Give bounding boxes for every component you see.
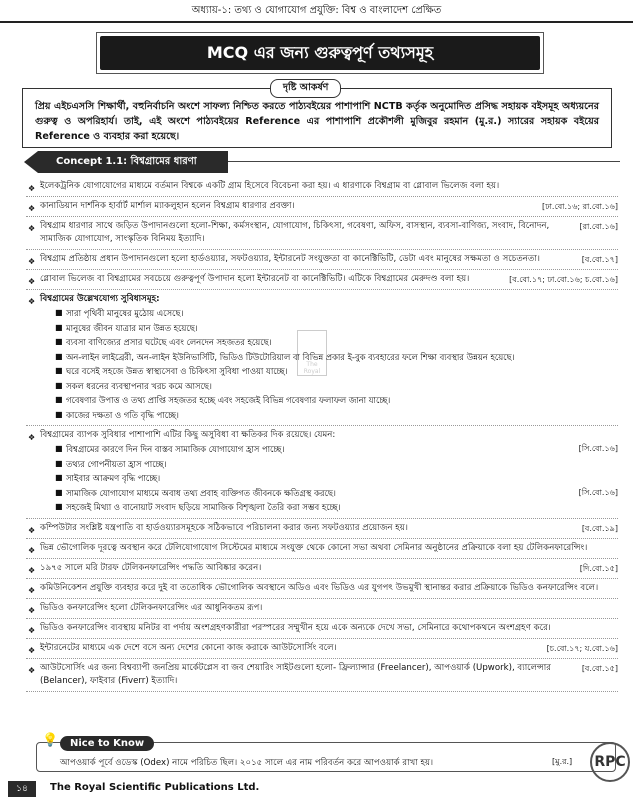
bullet-icon: ■ — [55, 473, 63, 482]
bullet-icon: ❖ — [28, 665, 36, 675]
drawbacks-block — [26, 426, 618, 519]
list-item: ❖ [ব.বো.১৫] আউটসোর্সিং এর জন্য বিশ্বব্যাপী জনপ্রিয় মার্কেটপ্লেস বা জব শেয়ারিং সাইটগুলো হলো- ফ্রিল্যান্সার (Freelancer), আপওয়ার্ক (Upwork), ব্যালেন্সার (Belancer), ফাইবার (Fiverr) ইত্যাদি। — [26, 659, 618, 692]
nice-to-know-source: [মু.র.] — [552, 757, 573, 766]
bullet-icon: ❖ — [28, 224, 36, 233]
list-item: ❖ কমিউনিকেশন প্রযুক্তি ব্যবহার করে দুই বা ততোধিক ভৌগোলিক অবস্থানে অডিও এবং ভিডিও এর যুগপৎ উভমুখী স্থানান্তর করার প্রক্রিয়াকে ভিডিও কনফারেন্সিং বলে। — [26, 579, 618, 599]
bullet-icon: ■ — [55, 487, 63, 497]
bullet-icon: ❖ — [28, 433, 36, 442]
lightbulb-icon: 💡 — [42, 733, 59, 748]
notice-tag: দৃষ্টি আকর্ষণ — [270, 79, 341, 98]
concept-heading: Concept 1.1: বিশ্বগ্রামের ধারণা — [38, 151, 228, 173]
benefit-point: ■ মানুষের জীবন যাত্রার মান উন্নত হয়েছে। — [55, 322, 198, 333]
benefit-point: ■ কাজের দক্ষতা ও গতি বৃদ্ধি পাচ্ছে। — [55, 409, 179, 420]
drawback-point: ■ সহজেই মিথ্যা ও বানোয়াট সংবাদ ছড়িয়ে সামাজিক বিশৃঙ্খলা তৈরি করা সম্ভব হচ্ছে। — [55, 502, 341, 512]
list-item: ❖ [দি.বো.১৫] ১৯৭৫ সালে মরি টারফ টেলিকনফারেন্সিং পদ্ধতি আবিষ্কার করেন। — [26, 559, 618, 579]
bullet-icon: ❖ — [28, 277, 36, 286]
bullet-icon: ■ — [55, 308, 63, 317]
benefit-point: ■ গবেষণার উপাত্ত ও তথ্য প্রাপ্তি সহজতর হচ্ছে এবং সহজেই বিভিন্ন গবেষণার ফলাফল জানা যাচ্ছে। — [55, 395, 391, 405]
list-item: ❖ ভিডিও কনফারেন্সিং ব্যবস্থায় মনিটর বা পর্দায় অংশগ্রহণকারীরা পরস্পরের সম্মুখীন হয়ে একে অন্যকে দেখে সভা, সেমিনারে কথোপকথনে অংশগ্রহণ করে। — [26, 619, 618, 639]
list-item: ❖ [ব.বো.১৭] বিশ্বগ্রাম প্রতিষ্ঠায় প্রধান উপাদানগুলো হলো হার্ডওয়্যার, সফটওয়্যার, ইন্টারনেট সংযুক্ততা বা কানেক্টিভিটি, ডেটা এবং মানুষের সক্ষমতা ও সচেতনতা। — [26, 250, 618, 270]
publisher-name: The Royal Scientific Publications Ltd. — [50, 782, 260, 793]
benefits-block — [26, 290, 618, 426]
bullet-icon: ❖ — [28, 297, 36, 306]
bullet-icon: ❖ — [28, 605, 36, 615]
concept-divider — [228, 161, 620, 162]
bullet-icon: ❖ — [28, 545, 36, 555]
bullet-icon: ❖ — [28, 645, 36, 655]
bullet-icon: ■ — [55, 409, 63, 419]
list-item: ❖ [রা.বো.১৬] বিশ্বগ্রাম ধারণার সাথে জড়িত উপাদানগুলো হলো-শিক্ষা, কর্মসংস্থান, যোগাযোগ, চিকিৎসা, গবেষণা, অফিস, বাসস্থান, ব্যবসা-বাণিজ্য, সংবাদ, বিনোদন, সামাজিক যোগাযোগ, সাংস্কৃতিক বিনিময় ইত্যাদি। — [26, 217, 618, 250]
bullet-icon: ■ — [55, 380, 63, 390]
running-header: অধ্যায়-১: তথ্য ও যোগাযোগ প্রযুক্তি: বিশ্ব ও বাংলাদেশ প্রেক্ষিত — [191, 5, 442, 16]
notice-text: প্রিয় এইচএসসি শিক্ষার্থী, বহুনির্বাচনি অংশে সাফল্য নিশ্চিত করতে পাঠ্যবইয়ের পাশাপাশি NCTB কর্তৃক অনুমোদিত প্রসিদ্ধ সহায়ক বইসমূহ অধ্যয়নের গুরুত্ব ও অপরিহার্য। তাই, এই অংশে পাঠ্যবইয়ের Reference এর পাশাপাশি প্রকৌশলী মুজিবুর রহমান (মু.র.) স্যারের সহায়ক বইয়ের Reference ও ব্যবহার করা হয়েছে। — [35, 101, 599, 142]
bullet-icon: ■ — [55, 395, 63, 404]
bullet-icon: ❖ — [28, 565, 36, 575]
bullet-icon: ■ — [55, 337, 63, 346]
list-item: ❖ ইলেকট্রনিক যোগাযোগের মাধ্যমে বর্তমান বিশ্বকে একটি গ্রাম হিসেবে বিবেচনা করা হয়। এ ধারণাকে বিশ্বগ্রাম বা গ্লোবাল ভিলেজ বলা হয়। — [26, 177, 618, 197]
drawback-point: ■ [সি.বো.১৬] বিশ্বগ্রামের কারণে দিন দিন বাস্তব সামাজিক যোগাযোগ হ্রাস পাচ্ছে। — [55, 444, 618, 454]
list-item: ❖ ভিন্ন ভৌগোলিক দূরত্বে অবস্থান করে টেলিযোগাযোগ সিস্টেমের মাধ্যমে সংযুক্ত থেকে কোনো সভা অথবা সেমিনার অনুষ্ঠানের প্রক্রিয়াকে বলা হয় টেলিকনফারেন্সিং। — [26, 539, 618, 559]
bullet-icon: ■ — [55, 366, 63, 375]
drawback-point: ■ তথ্যর গোপনীয়তা হ্রাস পাচ্ছে। — [55, 458, 167, 469]
header-divider — [0, 21, 633, 23]
list-item: ❖ ভিডিও কনফারেন্সিং হলো টেলিকনফারেন্সিং এর আধুনিকতম রূপ। — [26, 599, 618, 619]
bullet-icon: ■ — [55, 351, 63, 361]
drawbacks-title: বিশ্বগ্রামের ব্যাপক সুবিধার পাশাপাশি এটির কিছু অসুবিধা বা ক্ষতিকর দিক রয়েছে। যেমন: — [40, 430, 336, 440]
nice-to-know-tag: Nice to Know — [60, 736, 154, 751]
benefit-point: ■ সারা পৃথিবী মানুষের মুঠোয় এসেছে। — [55, 308, 184, 318]
bullet-icon: ❖ — [28, 257, 36, 266]
bullet-icon: ■ — [55, 322, 63, 332]
benefits-title: বিশ্বগ্রামের উল্লেখযোগ্য সুবিধাসমূহ: — [40, 294, 160, 304]
benefit-point: ■ সকল ধরনের ব্যবস্থাপনার খরচ কমে আসছে। — [55, 380, 212, 391]
nice-to-know-text: আপওয়ার্ক পূর্বে ওডেস্ক (Odex) নামে পরিচিত ছিল। ২০১৫ সালে এর নাম পরিবর্তন করে আপওয়ার্ক রাখা হয়। — [60, 758, 434, 768]
publisher-logo: RPC — [590, 742, 630, 782]
watermark: The Royal — [297, 330, 327, 376]
section-banner: MCQ এর জন্য গুরুত্বপূর্ণ তথ্যসমূহ — [100, 36, 540, 70]
drawback-point: ■ সাইবার আক্রমণ বৃদ্ধি পাচ্ছে। — [55, 473, 161, 483]
list-item: ❖ [ব.বো.১৯] কম্পিউটার সংশ্লিষ্ট যন্ত্রপাতি বা হার্ডওয়্যারসমূহকে সঠিকভাবে পরিচালনা করার জন্য সফটওয়্যার প্রয়োজন হয়। — [26, 519, 618, 539]
list-item: ❖ [ব.বো.১৭; ঢা.বো.১৬; চ.বো.১৬] গ্লোবাল ভিলেজ বা বিশ্বগ্রামের সবচেয়ে গুরুত্বপূর্ণ উপাদান হলো ইন্টারনেট বা কানেক্টিভিটি। এটিকে বিশ্বগ্রামের মেরুদণ্ড বলা হয়। — [26, 270, 618, 290]
bullet-icon: ■ — [55, 458, 63, 468]
page-number: ১৪ — [8, 781, 36, 797]
benefit-point: ■ অন-লাইন লাইব্রেরী, অন-লাইন ইউনিভার্সিটি, ভিডিও টিউটোরিয়াল বা বিভিন্ন প্রকার ই-বুক ব্যবহারের ফলে শিক্ষা ব্যবস্থার উন্নয়ন হয়েছে। — [55, 351, 515, 362]
bullet-icon: ❖ — [28, 625, 36, 635]
bullet-icon: ■ — [55, 444, 63, 453]
drawback-point: ■ [সি.বো.১৬] সামাজিক যোগাযোগ মাধ্যমে অবাধ তথ্য প্রবাহ ব্যক্তিগত জীবনকে ক্ষতিগ্রস্থ করছে। — [55, 487, 618, 498]
list-item: ❖ [চ.বো.১৭; য.বো.১৬] ইন্টারনেটের মাধ্যমে এক দেশে বসে অন্য দেশের কোনো কাজ করাকে আউটসোর্সিং বলে। — [26, 639, 618, 659]
content-list — [26, 177, 618, 692]
bullet-icon: ■ — [55, 502, 63, 511]
benefit-point: ■ ব্যবসা বাণিজ্যের প্রসার ঘটেছে এবং লেনদেন সহজতর হয়েছে। — [55, 337, 272, 347]
bullet-icon: ❖ — [28, 184, 36, 193]
bullet-icon: ❖ — [28, 585, 36, 595]
bullet-icon: ❖ — [28, 204, 36, 213]
list-item: ❖ [ঢা.বো.১৬; রা.বো.১৬] কানাডিয়ান দার্শনিক হার্বার্ট মার্শাল ম্যাকলুহান হলেন বিশ্বগ্রাম ধারণার প্রবক্তা। — [26, 197, 618, 217]
bullet-icon: ❖ — [28, 525, 36, 535]
benefit-point: ■ ঘরে বসেই সহজে উন্নত স্বাস্থ্যসেবা ও চিকিৎসা সুবিধা পাওয়া যাচ্ছে। — [55, 366, 288, 376]
